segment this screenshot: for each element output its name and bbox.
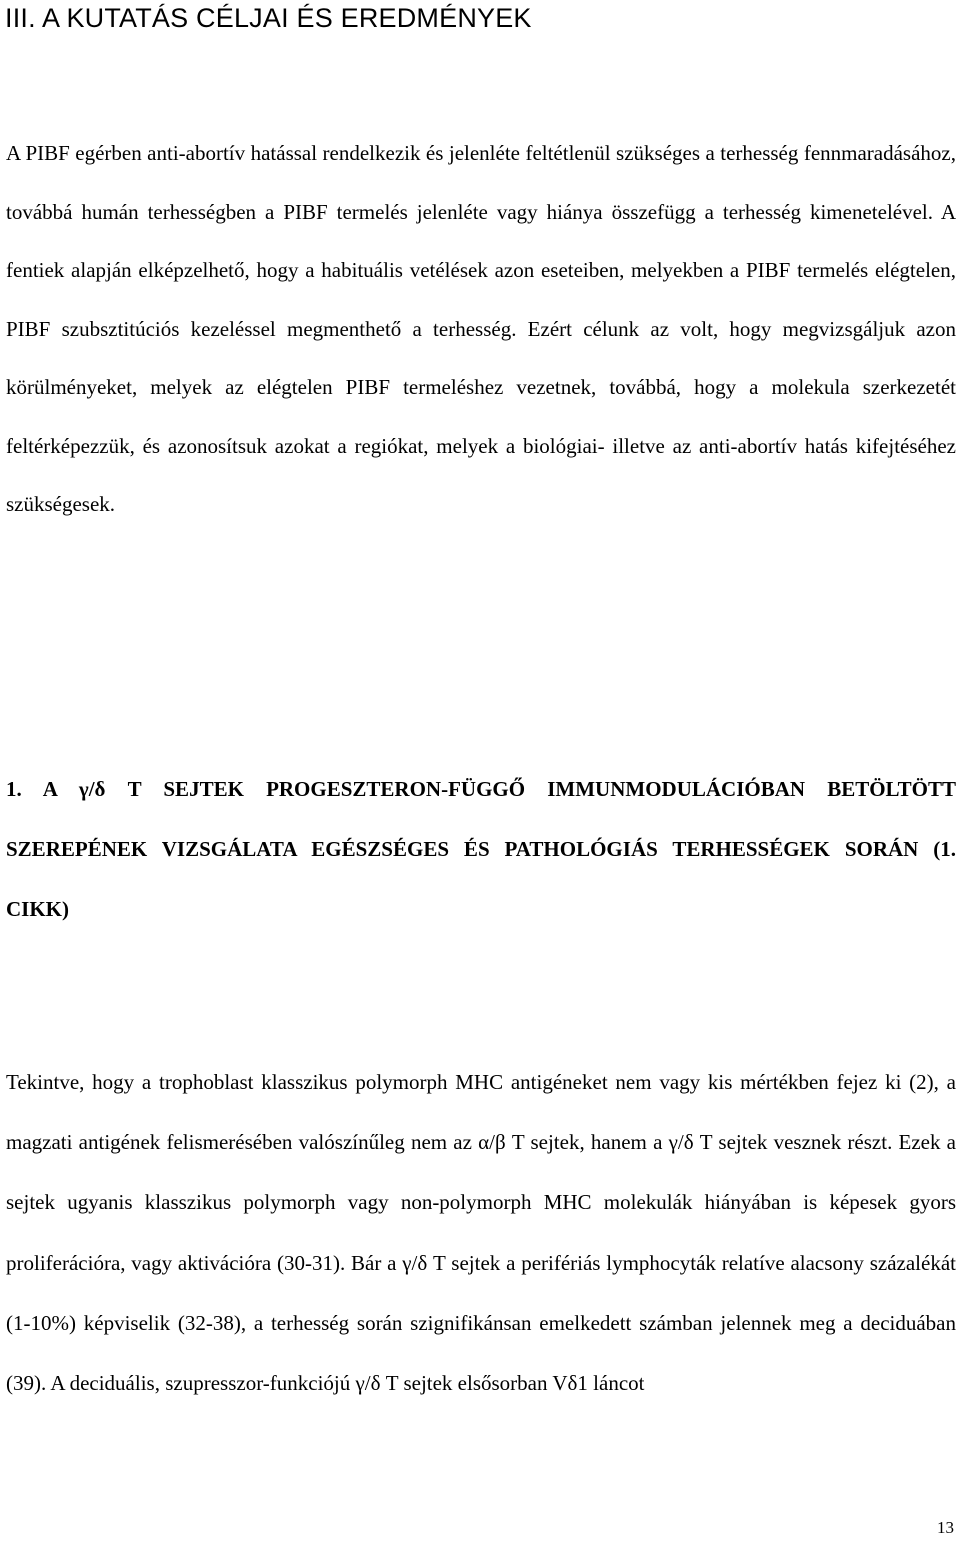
section-paragraph: Tekintve, hogy a trophoblast klasszikus polymorph MHC antigéneket nem vagy kis mértékben fejez ki (2), a magzati antigének felismerésében valószínűleg nem az α/β T sejtek, hanem a γ/δ T sejtek vesznek részt. Ezek a sejtek ugyanis klasszikus polymorph vagy non-polymorph MHC molekulák hiányában is képesek gyors proliferációra, vagy aktivációra (30-31). Bár a γ/δ T sejtek a perifériás lymphocyták relatíve alacsony százalékát (1-10%) képviselik (32-38), a terhesség során szignifikánsan emelkedett számban jelennek meg a deciduában (39). A deciduális, szupresszor-funkciójú γ/δ T sejtek elsősorban Vδ1 láncot xyxy=(6,1070,956,1396)
page-number: 13 xyxy=(937,1518,954,1537)
chapter-title: III. A KUTATÁS CÉLJAI ÉS EREDMÉNYEK xyxy=(5,3,532,33)
section-heading: 1. A γ/δ T SEJTEK PROGESZTERON-FÜGGŐ IMMUNMODULÁCIÓBAN BETÖLTÖTT SZEREPÉNEK VIZSGÁLATA EGÉSZSÉGES ÉS PATHOLÓGIÁS TERHESSÉGEK SORÁN (1. CIKK) xyxy=(6,777,956,921)
intro-paragraph: A PIBF egérben anti-abortív hatással rendelkezik és jelenléte feltétlenül szükséges a terhesség fennmaradásához, továbbá humán terhességben a PIBF termelés jelenléte vagy hiánya összefügg a terhesség kimenetelével. A fentiek alapján elképzelhető, hogy a habituális vetélések azon eseteiben, melyekben a PIBF termelés elégtelen, PIBF szubsztitúciós kezeléssel megmenthető a terhesség. Ezért célunk az volt, hogy megvizsgáljuk azon körülményeket, melyek az elégtelen PIBF termeléshez vezetnek, továbbá, hogy a molekula szerkezetét feltérképezzük, és azonosítsuk azokat a regiókat, melyek a biológiai- illetve az anti-abortív hatás kifejtéséhez szükségesek. xyxy=(6,141,956,516)
